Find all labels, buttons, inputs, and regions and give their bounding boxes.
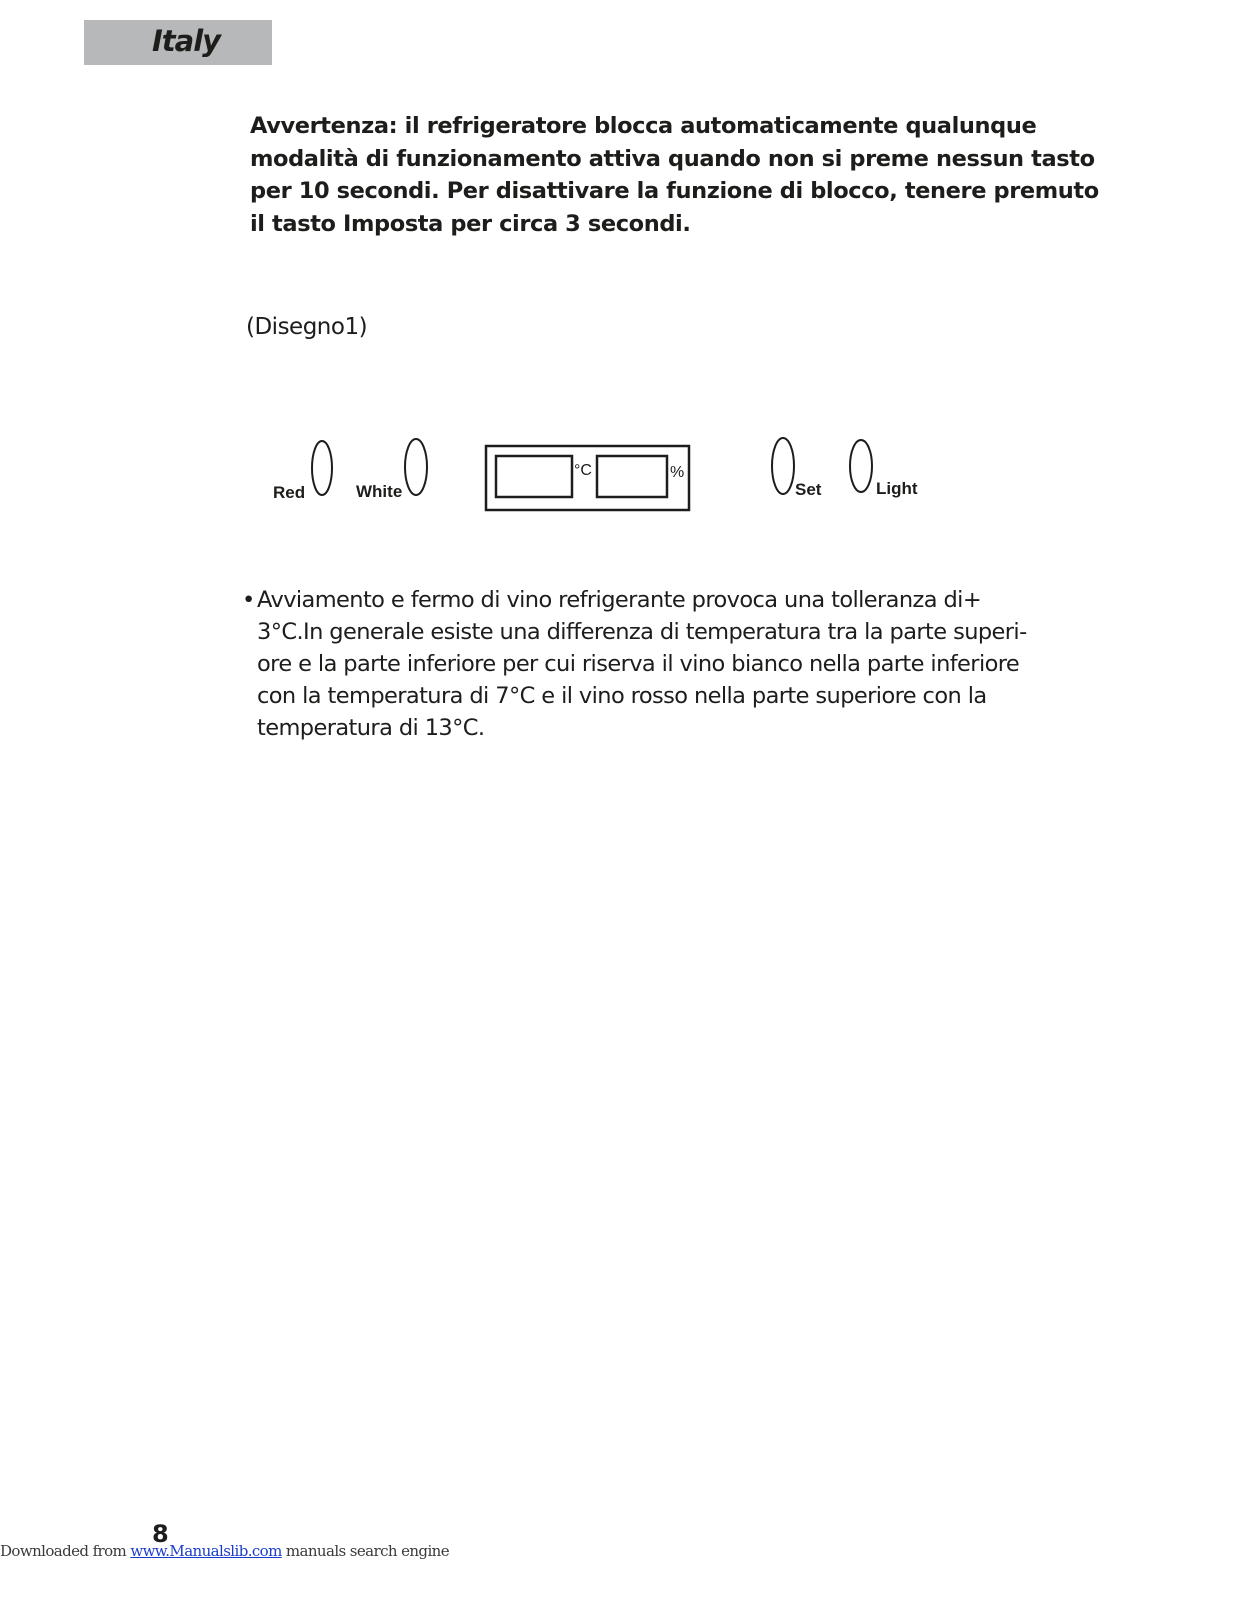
footer-suffix: manuals search engine	[281, 1542, 449, 1560]
page-number: 8	[152, 1520, 169, 1548]
note-line: Avviamento e fermo di vino refrigerante provoca una tolleranza di+	[257, 587, 982, 613]
control-panel-drawing	[260, 425, 960, 535]
warning-line: Avvertenza: il refrigeratore blocca automaticamente qualunque	[250, 113, 1037, 139]
control-panel-diagram	[260, 425, 960, 535]
red-button-shape	[312, 441, 332, 495]
warning-line: il tasto Imposta per circa 3 secondi.	[250, 210, 691, 237]
bullet: •	[242, 587, 255, 613]
temperature-note	[242, 584, 1027, 744]
warning-line: modalità di funzionamento attiva quando non si preme nessun tasto	[250, 145, 1095, 172]
white-button-shape	[405, 439, 427, 495]
warning-line: per 10 secondi. Per disattivare la funzione di blocco, tenere premuto	[250, 178, 1099, 204]
humidity-unit-label: %	[670, 464, 685, 481]
set-button-label: Set	[795, 480, 822, 499]
figure-caption: (Disegno1)	[246, 314, 368, 340]
footer-prefix: Downloaded from	[0, 1542, 131, 1560]
temperature-display	[496, 456, 572, 497]
light-button-shape	[850, 440, 872, 492]
download-footer	[0, 1542, 449, 1560]
light-button-label: Light	[876, 479, 918, 498]
note-line: 3°C.In generale esiste una differenza di temperatura tra la parte superi-	[257, 619, 1027, 645]
white-button-label: White	[356, 482, 403, 501]
warning-paragraph	[250, 110, 1099, 240]
red-button-label: Red	[273, 483, 306, 502]
note-line: ore e la parte inferiore per cui riserva il vino bianco nella parte inferiore	[257, 651, 1020, 677]
section-header-tab	[84, 20, 272, 65]
note-line: temperatura di 13°C.	[257, 715, 485, 741]
note-line: con la temperatura di 7°C e il vino rosso nella parte superiore con la	[257, 683, 987, 709]
humidity-display	[597, 456, 667, 497]
manualslib-link[interactable]: www.Manualslib.com	[130, 1542, 282, 1560]
temperature-unit-label: °C	[574, 462, 592, 479]
set-button-shape	[772, 438, 794, 494]
country-label: Italy	[152, 24, 221, 58]
